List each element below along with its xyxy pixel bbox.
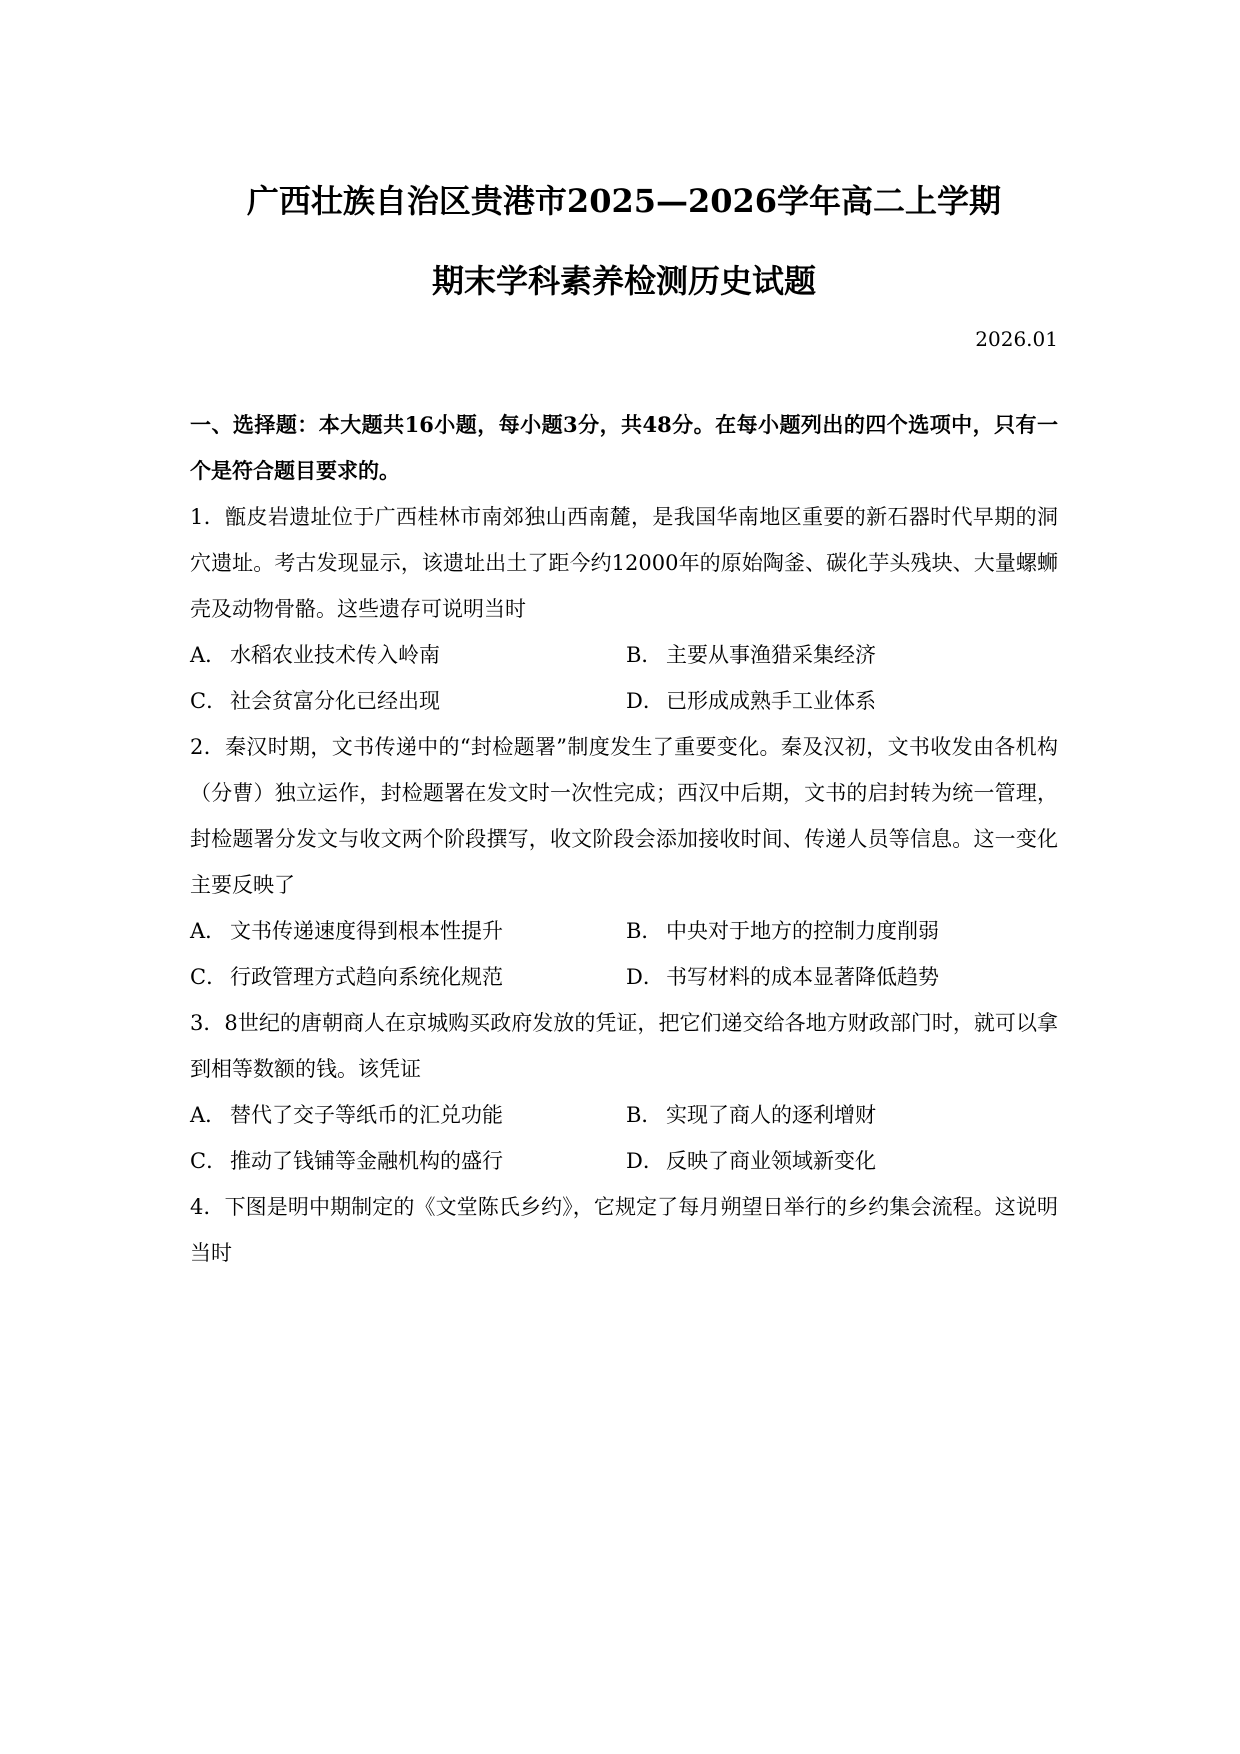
option-letter: A． xyxy=(190,643,227,667)
option-text: 已形成成熟手工业体系 xyxy=(666,689,876,713)
option-letter: B． xyxy=(626,1103,663,1127)
option-text: 反映了商业领域新变化 xyxy=(666,1149,876,1173)
question-2-options xyxy=(190,908,1058,1000)
option-letter: A． xyxy=(190,1103,227,1127)
question-1-option-b xyxy=(626,632,1058,678)
question-3-options xyxy=(190,1092,1058,1184)
section-heading-multiple-choice: 一、选择题：本大题共16小题，每小题3分，共48分。在每小题列出的四个选项中，只有一个是符合题目要求的。 xyxy=(190,412,1058,483)
question-4-stem: 4．下图是明中期制定的《文堂陈氏乡约》，它规定了每月朔望日举行的乡约集会流程。这说明当时 xyxy=(190,1195,1058,1265)
option-text: 社会贫富分化已经出现 xyxy=(230,689,440,713)
option-text: 推动了钱铺等金融机构的盛行 xyxy=(230,1149,503,1173)
option-text: 实现了商人的逐利增财 xyxy=(666,1103,876,1127)
option-letter: A． xyxy=(190,919,227,943)
question-3-stem: 3．8世纪的唐朝商人在京城购买政府发放的凭证，把它们递交给各地方财政部门时，就可以拿到相等数额的钱。该凭证 xyxy=(190,1011,1058,1081)
question-2-stem: 2．秦汉时期，文书传递中的“封检题署”制度发生了重要变化。秦及汉初，文书收发由各机构（分曹）独立运作，封检题署在发文时一次性完成；西汉中后期，文书的启封转为统一管理，封检题署分发文与收文两个阶段撰写，收文阶段会添加接收时间、传递人员等信息。这一变化主要反映了 xyxy=(190,735,1058,897)
exam-content xyxy=(190,176,1058,1276)
option-letter: B． xyxy=(626,643,663,667)
option-letter: C． xyxy=(190,1149,228,1173)
option-letter: B． xyxy=(626,919,663,943)
question-3-option-b xyxy=(626,1092,1058,1138)
question-1-option-a xyxy=(190,632,626,678)
option-letter: C． xyxy=(190,965,228,989)
exam-title-line-1: 广西壮族自治区贵港市2025—2026学年高二上学期 xyxy=(246,182,1002,220)
option-text: 主要从事渔猎采集经济 xyxy=(666,643,876,667)
question-3-option-c xyxy=(190,1138,626,1184)
question-1-option-d xyxy=(626,678,1058,724)
option-text: 行政管理方式趋向系统化规范 xyxy=(230,965,503,989)
option-text: 中央对于地方的控制力度削弱 xyxy=(666,919,939,943)
question-2-option-c xyxy=(190,954,626,1000)
question-1-stem: 1．甑皮岩遗址位于广西桂林市南郊独山西南麓，是我国华南地区重要的新石器时代早期的洞穴遗址。考古发现显示，该遗址出土了距今约12000年的原始陶釜、碳化芋头残块、大量螺蛳壳及动物骨骼。这些遗存可说明当时 xyxy=(190,505,1058,621)
option-text: 水稻农业技术传入岭南 xyxy=(230,643,440,667)
option-text: 文书传递速度得到根本性提升 xyxy=(230,919,503,943)
exam-title-line-2: 期末学科素养检测历史试题 xyxy=(431,262,816,300)
question-2-option-a xyxy=(190,908,626,954)
option-letter: C． xyxy=(190,689,228,713)
question-1-options xyxy=(190,632,1058,724)
option-letter: D． xyxy=(626,1149,664,1173)
question-1-option-c xyxy=(190,678,626,724)
option-text: 书写材料的成本显著降低趋势 xyxy=(666,965,939,989)
exam-date: 2026.01 xyxy=(975,327,1058,351)
question-2-option-b xyxy=(626,908,1058,954)
option-letter: D． xyxy=(626,689,664,713)
question-3-option-a xyxy=(190,1092,626,1138)
option-text: 替代了交子等纸币的汇兑功能 xyxy=(230,1103,503,1127)
question-2-option-d xyxy=(626,954,1058,1000)
question-3-option-d xyxy=(626,1138,1058,1184)
option-letter: D． xyxy=(626,965,664,989)
